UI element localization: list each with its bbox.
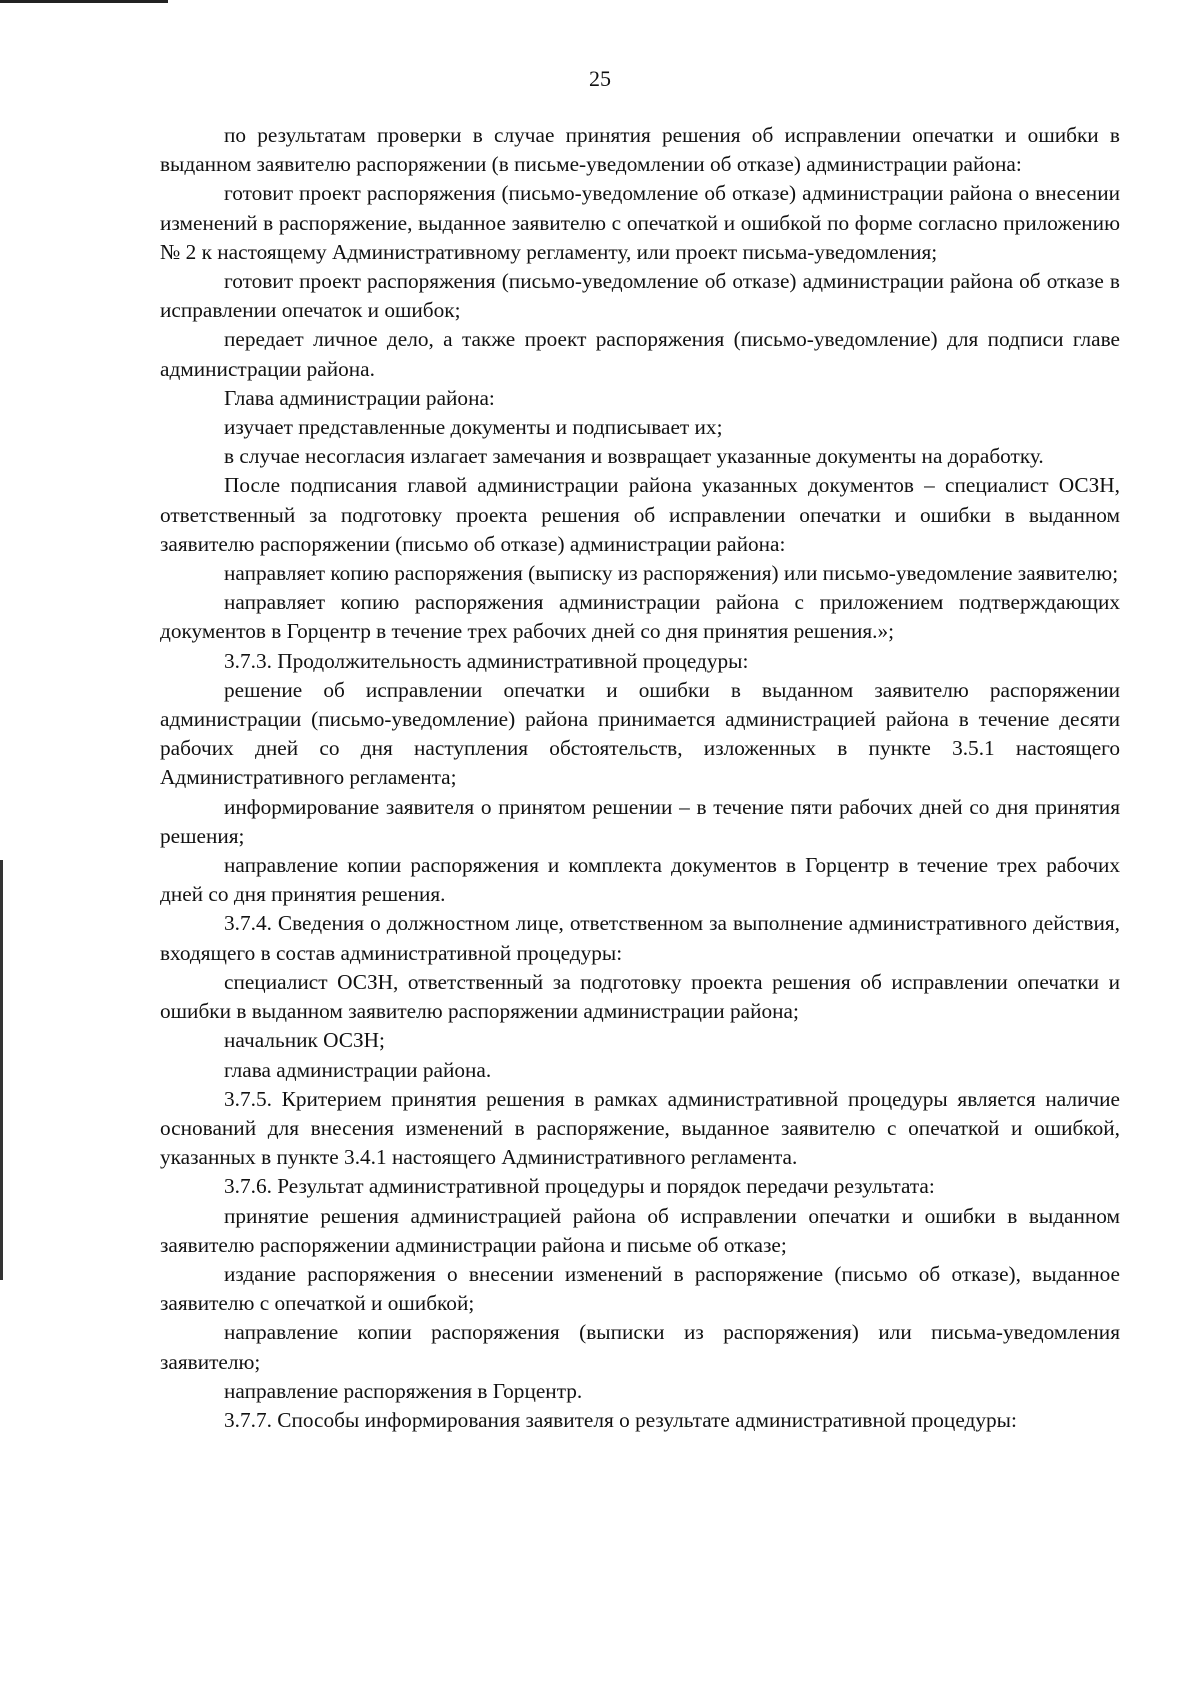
- paragraph: направление распоряжения в Горцентр.: [224, 1378, 583, 1403]
- paragraph: специалист ОСЗН, ответственный за подготовку проекта решения об исправлении опечатки и ошибки в выданном заявителю распоряжении администрации района;: [160, 969, 1120, 1024]
- paragraph: Глава администрации района:: [224, 385, 495, 410]
- scan-edge-left: [0, 860, 3, 1280]
- paragraph: принятие решения администрацией района об исправлении опечатки и ошибки в выданном заявителю распоряжении администрации района и письме об отказе;: [160, 1203, 1120, 1257]
- document-body: [160, 121, 1120, 1435]
- scan-edge-top: [0, 0, 168, 3]
- paragraph: направление копии распоряжения и комплекта документов в Горцентр в течение трех рабочих дней со дня принятия решения.: [160, 853, 1120, 907]
- section-heading: 3.7.6. Результат административной процедуры и порядок передачи результата:: [224, 1174, 935, 1199]
- paragraph: информирование заявителя о принятом решении – в течение пяти рабочих дней со дня принятия решения;: [160, 794, 1120, 848]
- paragraph: готовит проект распоряжения (письмо-уведомление об отказе) администрации района о внесении изменений в распоряжение, выданное заявителю с опечаткой и ошибкой по форме согласно приложению № 2 к настоящему Административному регламенту, или проект письма-уведомления;: [160, 181, 1120, 264]
- paragraph: по результатам проверки в случае принятия решения об исправлении опечатки и ошибки в выданном заявителю распоряжении (в письме-уведомлении об отказе) администрации района:: [160, 123, 1120, 177]
- section-heading: 3.7.4. Сведения о должностном лице, ответственном за выполнение административного действия, входящего в состав административной процедуры:: [160, 911, 1120, 965]
- section-heading: 3.7.3. Продолжительность административной процедуры:: [224, 648, 749, 673]
- paragraph: начальник ОСЗН;: [224, 1028, 385, 1053]
- paragraph: направляет копию распоряжения (выписку из распоряжения) или письмо-уведомление заявителю;: [224, 561, 1119, 586]
- paragraph: готовит проект распоряжения (письмо-уведомление об отказе) администрации района об отказе в исправлении опечаток и ошибок;: [160, 269, 1120, 323]
- paragraph: передает личное дело, а также проект распоряжения (письмо-уведомление) для подписи главе администрации района.: [160, 327, 1120, 381]
- paragraph: глава администрации района.: [224, 1057, 492, 1082]
- paragraph: направляет копию распоряжения администрации района с приложением подтверждающих документов в Горцентр в течение трех рабочих дней со дня принятия решения.»;: [160, 590, 1120, 644]
- section-heading: 3.7.7. Способы информирования заявителя о результате административной процедуры:: [224, 1407, 1017, 1432]
- paragraph: направление копии распоряжения (выписки из распоряжения) или письма-уведомления заявителю;: [160, 1320, 1120, 1374]
- paragraph: После подписания главой администрации района указанных документов – специалист ОСЗН, ответственный за подготовку проекта решения об исправлении опечатки и ошибки в выданном заявителю распоряжении (письмо об отказе) администрации района:: [160, 473, 1120, 556]
- section-heading: 3.7.5. Критерием принятия решения в рамках административной процедуры является наличие оснований для внесения изменений в распоряжение, выданное заявителю с опечаткой и ошибкой, указанных в пункте 3.4.1 настоящего Административного регламента.: [160, 1086, 1120, 1170]
- page-number: 25: [589, 66, 611, 91]
- paragraph: издание распоряжения о внесении изменений в распоряжение (письмо об отказе), выданное заявителю с опечаткой и ошибкой;: [160, 1261, 1120, 1316]
- paragraph: решение об исправлении опечатки и ошибки в выданном заявителю распоряжении администрации (письмо-уведомление) района принимается администрацией района в течение десяти рабочих дней со дня наступления обстоятельств, изложенных в пункте 3.5.1 настоящего Административного регламента;: [160, 677, 1120, 790]
- paragraph: изучает представленные документы и подписывает их;: [224, 415, 723, 440]
- paragraph: в случае несогласия излагает замечания и возвращает указанные документы на доработку.: [224, 444, 1044, 469]
